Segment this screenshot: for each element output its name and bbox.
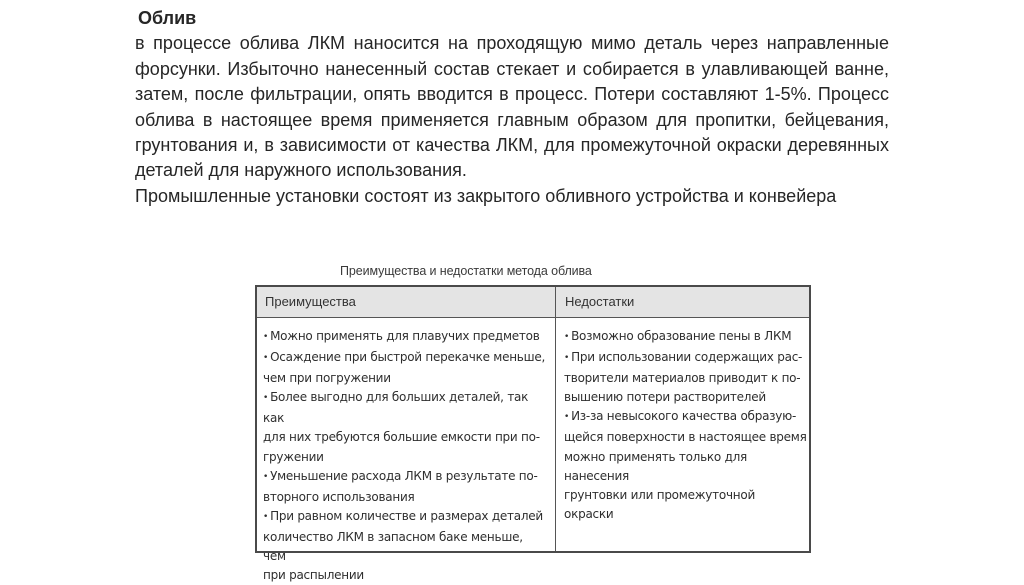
advantage-item: • Осаждение при быстрой перекачке меньше, чем при погружении	[263, 350, 546, 386]
header-advantages: Преимущества	[265, 294, 356, 309]
header-disadvantages: Недостатки	[565, 294, 635, 309]
disadvantage-item: • При использовании содержащих рас- творители материалов приводит к по- вышению потери растворителей	[564, 350, 803, 405]
table-caption: Преимущества и недостатки метода облива	[340, 264, 592, 278]
paragraph-description: в процессе облива ЛКМ наносится на проходящую мимо деталь через направленные форсунки. Избыточно нанесенный состав стекает и собирается в улавливающей ванне, затем, после фильтрации, опять вводится в процесс. Потери составляют 1-5%. Процесс облива в настоящее время применяется главным образом для пропитки, бейцевания, грунтования и, в зависимости от качества ЛКМ, для промежуточной окраски деревянных деталей для наружного использования.	[135, 33, 889, 181]
pros-cons-table	[255, 285, 811, 583]
advantage-item: • Можно применять для плавучих предметов	[263, 329, 540, 343]
slide-text	[135, 6, 889, 209]
slide-heading: Облив	[138, 8, 197, 28]
advantage-item: • Уменьшение расхода ЛКМ в результате по- вторного использования	[263, 468, 538, 504]
table-header-row	[257, 287, 809, 318]
paragraph-installations: Промышленные установки состоят из закрытого обливного устройства и конвейера	[135, 185, 837, 206]
disadvantages-column	[564, 327, 807, 524]
advantages-column	[263, 327, 547, 585]
advantage-item: • Более выгодно для больших деталей, так как для них требуются большие емкости при по- гружении	[263, 390, 540, 464]
column-divider	[555, 287, 556, 551]
advantage-item: • При равном количестве и размерах деталей количество ЛКМ в запасном баке меньше, чем при распылении	[263, 508, 543, 583]
disadvantage-item: • Из-за невысокого качества образую- щейся поверхности в настоящее время можно применять только для нанесения грунтовки или промежуточной окраски	[564, 409, 807, 521]
disadvantage-item: • Возможно образование пены в ЛКМ	[564, 329, 792, 343]
